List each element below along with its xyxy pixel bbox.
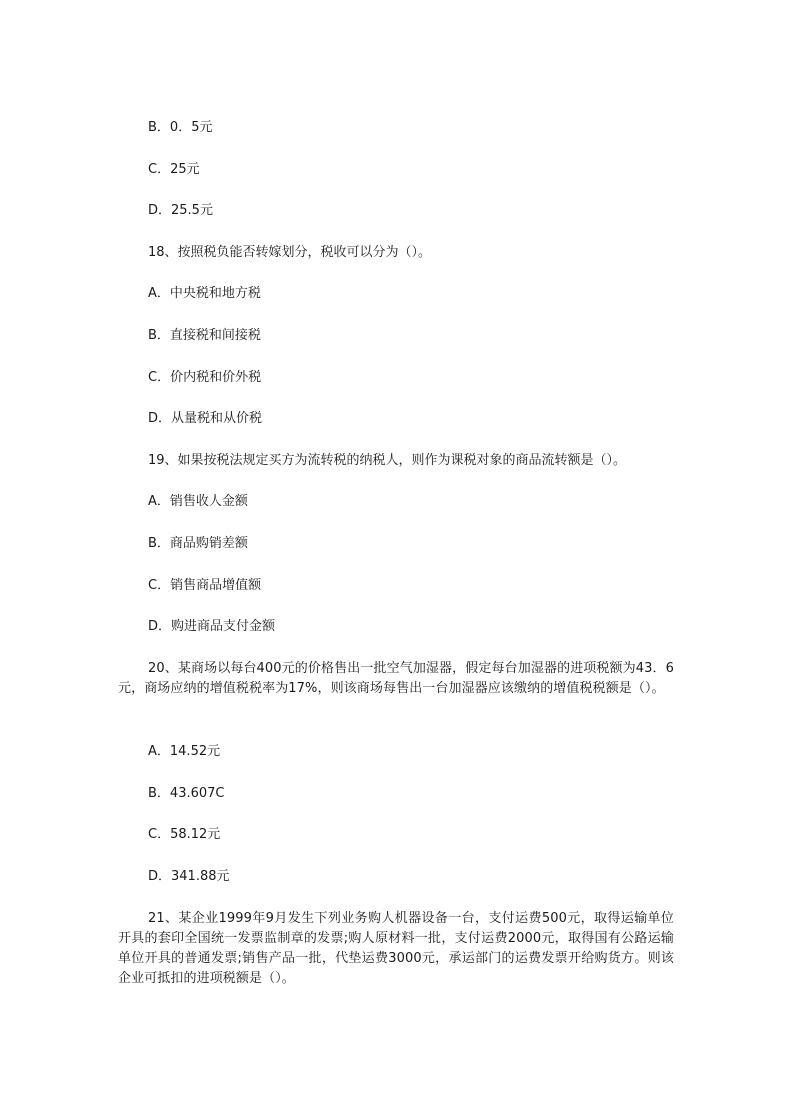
- option-b-q17: B．0．5元: [148, 120, 213, 135]
- option-c-q19: C．销售商品增值额: [148, 578, 262, 593]
- option-d-q18: D．从量税和从价税: [148, 411, 263, 426]
- option-d-q20: D．341.88元: [148, 869, 230, 884]
- option-a-q18: A．中央税和地方税: [148, 286, 261, 301]
- option-b-q20: B．43.607C: [148, 786, 225, 801]
- option-a-q20: A．14.52元: [148, 744, 221, 759]
- option-b-q18: B．直接税和间接税: [148, 328, 261, 343]
- option-d-q19: D．购进商品支付金额: [148, 619, 276, 634]
- option-c-q17: C．25元: [148, 162, 200, 177]
- question-21: 21、某企业1999年9月发生下列业务购人机器设备一台，支付运费500元，取得运输单位开具的套印全国统一发票监制章的发票;购人原材料一批，支付运费2000元，取得国有公路运输单位开具的普通发票;销售产品一批，代垫运费3000元，承运部门的运费发票开给购货方。则该企业可抵扣的进项税额是（）。: [118, 911, 674, 986]
- question-19: 19、如果按税法规定买方为流转税的纳税人，则作为课税对象的商品流转额是（）。: [148, 453, 627, 468]
- option-a-q19: A．销售收人金额: [148, 494, 248, 509]
- question-18: 18、按照税负能否转嫁划分，税收可以分为（）。: [148, 245, 432, 260]
- question-20: 20、某商场以每台400元的价格售出一批空气加湿器，假定每台加湿器的进项税额为43．6元，商场应纳的增值税税率为17%，则该商场每售出一台加湿器应该缴纳的增值税税额是（）。: [118, 661, 674, 696]
- option-c-q20: C．58.12元: [148, 827, 221, 842]
- option-b-q19: B．商品购销差额: [148, 536, 248, 551]
- option-c-q18: C．价内税和价外税: [148, 370, 262, 385]
- option-d-q17: D．25.5元: [148, 203, 213, 218]
